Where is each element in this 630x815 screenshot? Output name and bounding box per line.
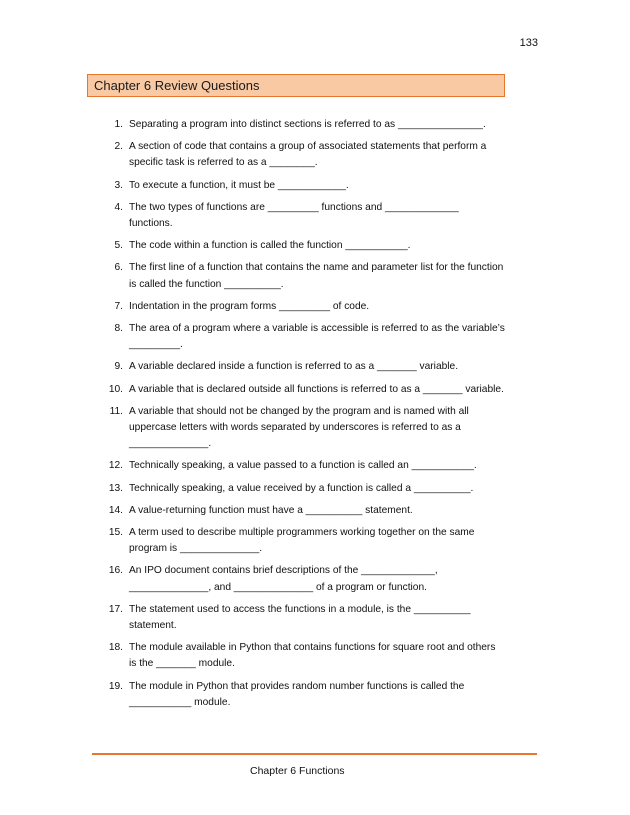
chapter-header bbox=[87, 74, 505, 97]
question-number: 10. bbox=[108, 383, 123, 395]
question-item bbox=[105, 382, 505, 398]
question-item bbox=[105, 563, 505, 595]
page-number: 133 bbox=[519, 37, 538, 49]
question-number: 12. bbox=[108, 460, 123, 472]
question-text: The code within a function is called the function ___________. bbox=[129, 240, 411, 252]
question-number: 4. bbox=[114, 201, 123, 213]
question-number: 14. bbox=[108, 504, 123, 516]
question-number: 3. bbox=[114, 179, 123, 191]
question-item bbox=[105, 321, 505, 353]
question-text: A section of code that contains a group of associated statements that perform a specific task is referred to as a ________. bbox=[129, 141, 487, 169]
question-item bbox=[105, 458, 505, 474]
question-item bbox=[105, 200, 505, 232]
question-number: 17. bbox=[108, 603, 123, 615]
question-text: A variable that is declared outside all functions is referred to as a _______ variable. bbox=[129, 383, 504, 395]
question-number: 9. bbox=[114, 361, 123, 373]
question-item bbox=[105, 117, 505, 133]
question-text: An IPO document contains brief descriptions of the _____________, ______________, and ______________ of a program or function. bbox=[129, 565, 438, 593]
question-text: Technically speaking, a value passed to a function is called an ___________. bbox=[129, 460, 477, 472]
question-number: 8. bbox=[114, 323, 123, 335]
question-text: A value-returning function must have a __________ statement. bbox=[129, 504, 413, 516]
question-item bbox=[105, 602, 505, 634]
question-item bbox=[105, 679, 505, 711]
question-item bbox=[105, 640, 505, 672]
question-text: The module available in Python that contains functions for square root and others is the _______ module. bbox=[129, 642, 496, 670]
question-text: Separating a program into distinct sections is referred to as _______________. bbox=[129, 119, 486, 130]
question-item bbox=[105, 238, 505, 254]
question-number: 2. bbox=[114, 141, 123, 153]
question-number: 19. bbox=[108, 680, 123, 692]
question-text: The area of a program where a variable is accessible is referred to as the variable’s _________. bbox=[129, 323, 505, 351]
question-number: 11. bbox=[109, 405, 123, 417]
question-item bbox=[105, 359, 505, 375]
question-number: 1. bbox=[114, 119, 123, 130]
question-text: A term used to describe multiple programmers working together on the same program is ______________. bbox=[129, 527, 475, 555]
question-number: 18. bbox=[108, 642, 123, 654]
chapter-title: Chapter 6 Review Questions bbox=[94, 78, 260, 93]
question-item bbox=[105, 139, 505, 171]
question-item bbox=[105, 404, 505, 453]
question-list bbox=[105, 117, 505, 717]
footer-rule bbox=[92, 753, 537, 755]
question-item bbox=[105, 299, 505, 315]
question-text: To execute a function, it must be ____________. bbox=[129, 179, 349, 191]
footer-text: Chapter 6 Functions bbox=[250, 765, 345, 777]
question-item bbox=[105, 503, 505, 519]
question-number: 6. bbox=[114, 262, 123, 274]
question-text: A variable declared inside a function is referred to as a _______ variable. bbox=[129, 361, 459, 373]
question-text: The first line of a function that contains the name and parameter list for the function is called the function __________. bbox=[129, 262, 504, 290]
question-text: The two types of functions are _________ functions and _____________ functions. bbox=[129, 201, 459, 230]
question-number: 16. bbox=[108, 565, 123, 577]
question-item bbox=[105, 525, 505, 557]
question-text: The statement used to access the functions in a module, is the __________ statement. bbox=[129, 603, 471, 632]
question-item bbox=[105, 260, 505, 292]
question-item bbox=[105, 178, 505, 194]
question-text: A variable that should not be changed by the program and is named with all uppercase letters with words separated by underscores is referred to as a ______________. bbox=[129, 405, 469, 450]
question-number: 5. bbox=[114, 240, 123, 252]
question-text: Indentation in the program forms _________ of code. bbox=[129, 300, 370, 312]
question-number: 7. bbox=[114, 300, 123, 312]
question-text: Technically speaking, a value received by a function is called a __________. bbox=[129, 482, 474, 494]
question-item bbox=[105, 481, 505, 497]
question-number: 15. bbox=[108, 527, 123, 539]
question-text: The module in Python that provides random number functions is called the ___________ module. bbox=[129, 680, 465, 708]
question-number: 13. bbox=[108, 482, 123, 494]
